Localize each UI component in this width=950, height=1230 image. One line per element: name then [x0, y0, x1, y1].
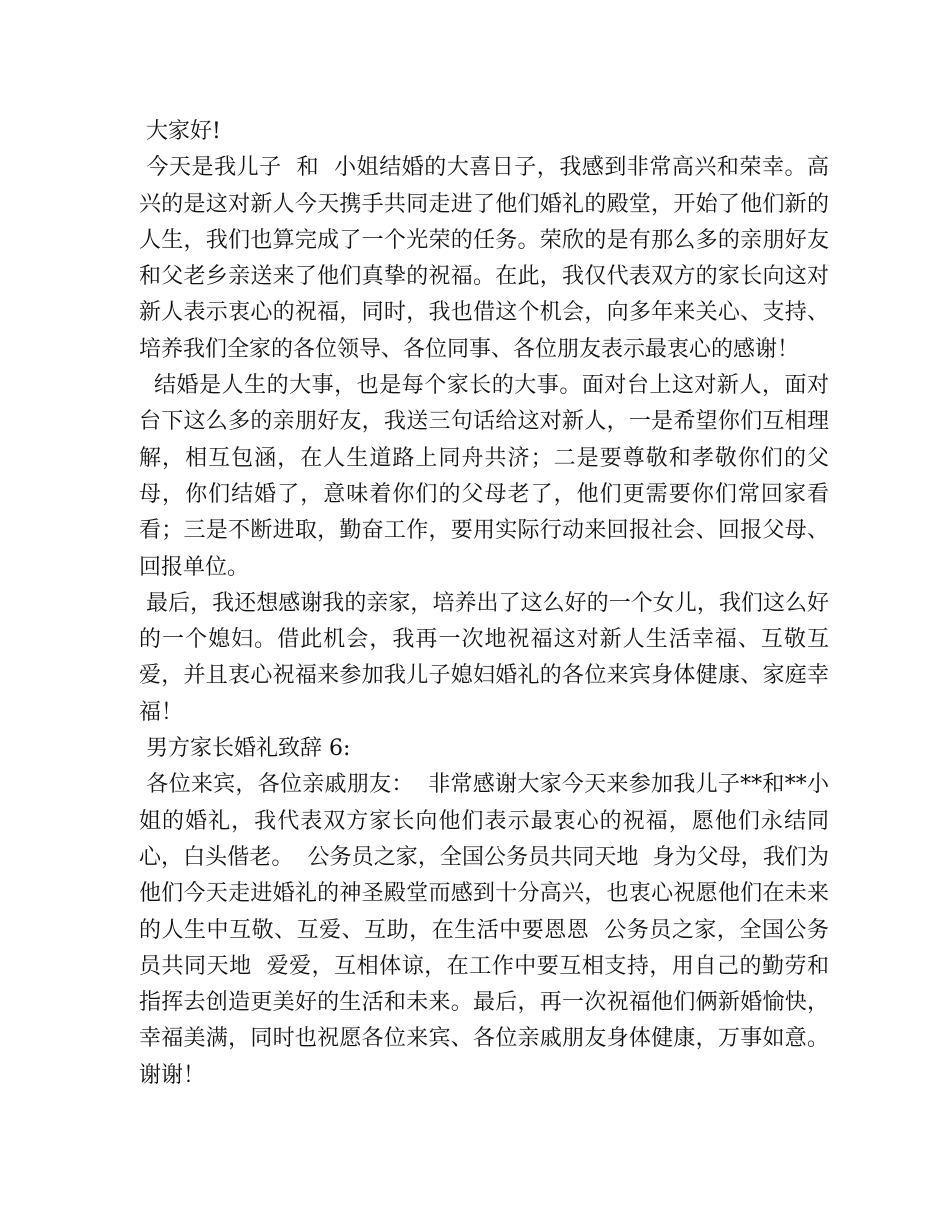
- greeting-paragraph: 大家好!: [139, 119, 221, 144]
- section-heading: 男方家长婚礼致辞 6:: [139, 736, 351, 762]
- speech-paragraph: 各位来宾，各位亲戚朋友： 非常感谢大家今天来参加我儿子**和**小姐的婚礼，我代表双方家长向他们表示最衷心的祝福，愿他们永结同心，白头偕老。 公务员之家，全国公务员共同天地 身为父母，我们为他们今天走进婚礼的神圣殿堂而感到十分高兴，也衷心祝愿他们在未来的人生中互敬、互爱、互助，在生活中要恩恩 公务员之家，全国公务员共同天地 爱爱，互相体谅，在工作中要互相支持，用自己的勤劳和指挥去创造更美好的生活和未来。最后，再一次祝福他们俩新婚愉快，幸福美满，同时也祝愿各位来宾、各位亲戚朋友身体健康，万事如意。 谢谢！: [139, 772, 843, 1088]
- thanks-paragraph: 最后，我还想感谢我的亲家，培养出了这么好的一个女儿，我们这么好的一个媳妇。借此机会，我再一次地祝福这对新人生活幸福、互敬互爱，并且衷心祝福来参加我儿子媳妇婚礼的各位来宾身体健康、家庭幸福！: [139, 590, 829, 725]
- wishes-paragraph: 结婚是人生的大事，也是每个家长的大事。面对台上这对新人，面对台下这么多的亲朋好友，我送三句话给这对新人，一是希望你们互相理解，相互包涵，在人生道路上同舟共济；二是要尊敬和孝敬你们的父母，你们结婚了，意味着你们的父母老了，他们更需要你们常回家看看；三是不断进取，勤奋工作，要用实际行动来回报社会、回报父母、回报单位。: [139, 373, 829, 580]
- opening-paragraph: 今天是我儿子 和 小姐结婚的大喜日子，我感到非常高兴和荣幸。高兴的是这对新人今天携手共同走进了他们婚礼的殿堂，开始了他们新的人生，我们也算完成了一个光荣的任务。荣欣的是有那么多的亲朋好友和父老乡亲送来了他们真挚的祝福。在此，我仅代表双方的家长向这对新人表示衷心的祝福，同时，我也借这个机会，向多年来关心、支持、培养我们全家的各位领导、各位同事、各位朋友表示最衷心的感谢！: [139, 155, 829, 362]
- document-page: [139, 114, 843, 1094]
